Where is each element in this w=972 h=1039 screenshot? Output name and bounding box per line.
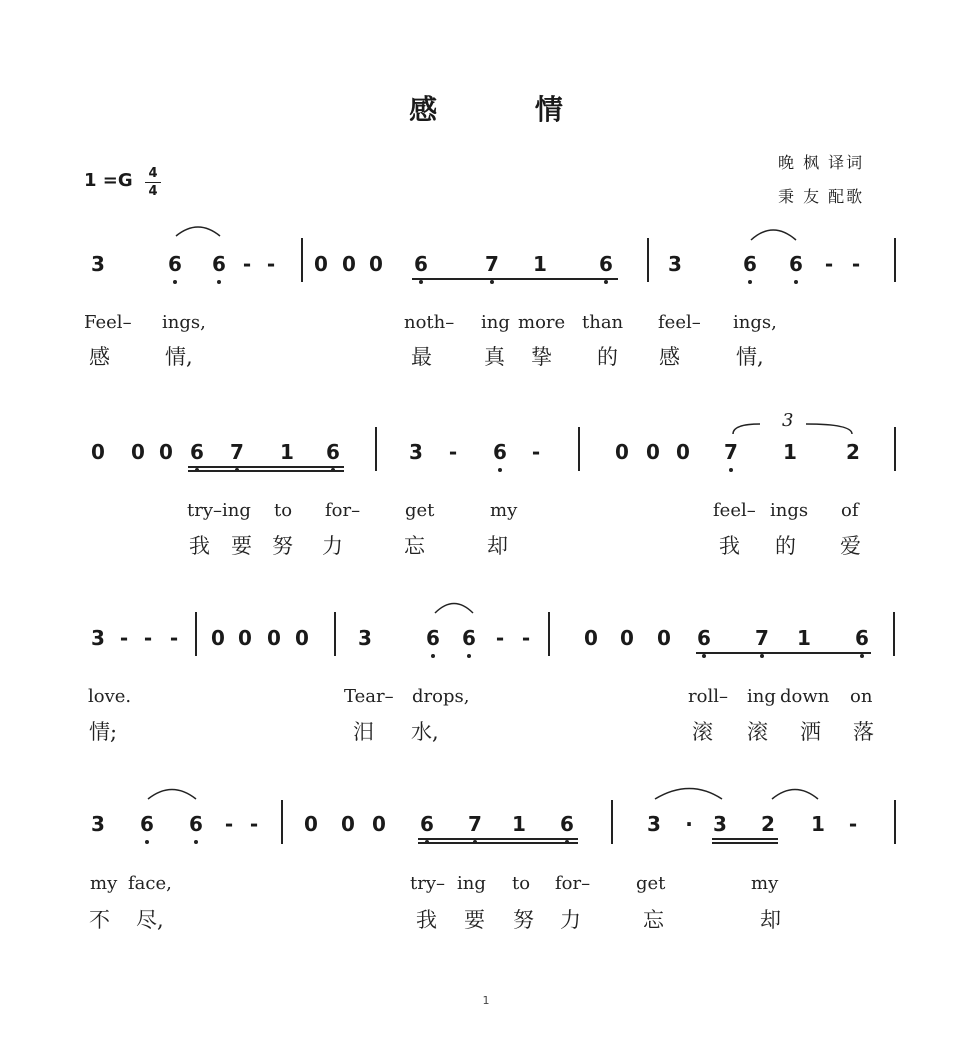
lyric-en: love. <box>88 686 132 707</box>
note: 1 <box>783 440 797 464</box>
note: 6 <box>560 812 574 836</box>
lyric-zh: 我 <box>719 534 740 558</box>
octave-dot <box>467 654 471 658</box>
lyric-en: than <box>582 312 624 333</box>
note: - <box>521 626 531 650</box>
note: - <box>119 626 129 650</box>
bar-line <box>893 612 895 656</box>
beam <box>712 838 778 840</box>
note: 0 <box>584 626 598 650</box>
note: 1 <box>797 626 811 650</box>
lyric-zh: 情; <box>89 720 118 744</box>
note: - <box>824 252 834 276</box>
note: 6 <box>168 252 182 276</box>
time-signature <box>145 166 161 199</box>
lyric-zh: 洒 <box>800 720 821 744</box>
lyric-en: to <box>274 500 293 521</box>
note: 0 <box>314 252 328 276</box>
note: 3 <box>668 252 682 276</box>
octave-dot <box>748 280 752 284</box>
lyric-zh: 忘 <box>404 534 425 558</box>
octave-dot <box>860 654 864 658</box>
slur <box>148 790 196 800</box>
lyric-zh: 要 <box>464 908 485 932</box>
note: 6 <box>743 252 757 276</box>
note: 0 <box>341 812 355 836</box>
note: - <box>848 812 858 836</box>
lyric-zh: 挚 <box>531 345 552 369</box>
lyric-en: my <box>490 500 518 521</box>
lyric-en: more <box>518 312 566 333</box>
tuplet-label: 3 <box>782 410 794 431</box>
lyric-en: for– <box>325 500 361 521</box>
note: 7 <box>724 440 738 464</box>
note: 0 <box>295 626 309 650</box>
note: - <box>531 440 541 464</box>
octave-dot <box>604 280 608 284</box>
octave-dot <box>431 654 435 658</box>
lyric-en: ings, <box>162 312 206 333</box>
note: - <box>266 252 276 276</box>
note: 2 <box>761 812 775 836</box>
note: 6 <box>190 440 204 464</box>
lyric-zh: 努 <box>513 908 534 932</box>
note: - <box>224 812 234 836</box>
lyric-en: to <box>512 873 531 894</box>
slur <box>435 604 473 614</box>
lyric-en: face, <box>128 873 172 894</box>
note: · <box>685 812 693 836</box>
note: 0 <box>372 812 386 836</box>
beam <box>696 652 871 654</box>
octave-dot <box>729 468 733 472</box>
lyric-en: feel– <box>713 500 756 521</box>
note: 6 <box>599 252 613 276</box>
lyric-en: of <box>841 500 859 521</box>
note: 0 <box>676 440 690 464</box>
lyric-en: ing <box>481 312 510 333</box>
note: 6 <box>420 812 434 836</box>
page-number: 1 <box>482 994 490 1007</box>
lyric-zh: 爱 <box>840 534 861 558</box>
note: 1 <box>811 812 825 836</box>
note: 6 <box>212 252 226 276</box>
lyric-en: on <box>850 686 873 707</box>
note: 3 <box>713 812 727 836</box>
lyric-zh: 不 <box>89 908 110 932</box>
page-title: 感 情 <box>409 93 607 126</box>
lyric-zh: 情, <box>736 345 764 369</box>
octave-dot <box>419 280 423 284</box>
lyric-zh: 我 <box>189 534 210 558</box>
lyric-zh: 真 <box>484 345 505 369</box>
note: 3 <box>91 626 105 650</box>
note: 7 <box>485 252 499 276</box>
note: - <box>249 812 259 836</box>
lyric-zh: 的 <box>775 534 796 558</box>
beam <box>712 842 778 844</box>
octave-dot <box>794 280 798 284</box>
bar-line <box>611 800 613 844</box>
lyric-en: my <box>90 873 118 894</box>
note: - <box>448 440 458 464</box>
note: 6 <box>462 626 476 650</box>
note: - <box>169 626 179 650</box>
lyric-zh: 落 <box>853 720 874 744</box>
bar-line <box>281 800 283 844</box>
lyric-en: get <box>405 500 435 521</box>
octave-dot <box>173 280 177 284</box>
lyric-zh: 我 <box>416 908 437 932</box>
lyric-zh: 最 <box>411 345 432 369</box>
beam <box>418 838 578 840</box>
note: 1 <box>533 252 547 276</box>
note: 6 <box>855 626 869 650</box>
lyric-zh: 力 <box>560 908 581 932</box>
octave-dot <box>760 654 764 658</box>
note: 0 <box>159 440 173 464</box>
lyric-en: for– <box>555 873 591 894</box>
bar-line <box>578 427 580 471</box>
note: 0 <box>369 252 383 276</box>
slur <box>655 789 722 800</box>
note: 2 <box>846 440 860 464</box>
lyric-zh: 要 <box>231 534 252 558</box>
note: 0 <box>657 626 671 650</box>
lyric-en: down <box>780 686 830 707</box>
note: 3 <box>409 440 423 464</box>
lyric-zh: 忘 <box>643 908 664 932</box>
note: 7 <box>468 812 482 836</box>
beam <box>412 278 618 280</box>
slur <box>751 230 796 240</box>
lyric-en: try– <box>410 873 446 894</box>
note: 3 <box>647 812 661 836</box>
lyric-zh: 感 <box>89 345 110 369</box>
octave-dot <box>194 840 198 844</box>
note: 0 <box>211 626 225 650</box>
note: 1 <box>512 812 526 836</box>
note: 7 <box>755 626 769 650</box>
tuplet-bracket <box>733 424 760 434</box>
note: 3 <box>91 252 105 276</box>
lyric-zh: 滚 <box>692 720 713 744</box>
lyric-zh: 汨 <box>353 720 374 744</box>
lyric-en: try–ing <box>187 500 251 521</box>
note: - <box>143 626 153 650</box>
lyric-en: my <box>751 873 779 894</box>
note: - <box>242 252 252 276</box>
note: 6 <box>189 812 203 836</box>
lyric-zh: 情, <box>165 345 193 369</box>
bar-line <box>195 612 197 656</box>
note: 3 <box>358 626 372 650</box>
bar-line <box>894 238 896 282</box>
octave-dot <box>217 280 221 284</box>
slur <box>772 790 818 800</box>
note: 7 <box>230 440 244 464</box>
lyric-en: ings, <box>733 312 777 333</box>
lyric-zh: 力 <box>322 534 343 558</box>
beam <box>418 842 578 844</box>
beam <box>188 470 344 472</box>
note: - <box>495 626 505 650</box>
note: 6 <box>789 252 803 276</box>
slur <box>176 227 220 236</box>
note: 6 <box>426 626 440 650</box>
lyric-zh: 水, <box>411 720 439 744</box>
beam <box>188 466 344 468</box>
lyric-en: roll– <box>688 686 728 707</box>
time-signature-top: 4 <box>148 166 158 181</box>
lyric-en: get <box>636 873 666 894</box>
note: - <box>851 252 861 276</box>
arranger-credit: 秉 友 配歌 <box>778 187 865 206</box>
note: 6 <box>326 440 340 464</box>
lyric-en: feel– <box>658 312 701 333</box>
lyric-zh: 却 <box>760 908 781 932</box>
note: 0 <box>646 440 660 464</box>
octave-dot <box>490 280 494 284</box>
lyric-zh: 努 <box>272 534 293 558</box>
lyric-en: noth– <box>404 312 455 333</box>
lyric-en: drops, <box>412 686 470 707</box>
tuplet-bracket <box>806 424 852 434</box>
note: 3 <box>91 812 105 836</box>
bar-line <box>301 238 303 282</box>
bar-line <box>894 800 896 844</box>
lyric-en: Tear– <box>344 686 394 707</box>
note: 0 <box>267 626 281 650</box>
lyric-zh: 尽, <box>136 908 164 932</box>
note: 0 <box>91 440 105 464</box>
bar-line <box>647 238 649 282</box>
note: 0 <box>342 252 356 276</box>
lyric-zh: 的 <box>597 345 618 369</box>
note: 0 <box>615 440 629 464</box>
key-signature: 1 =G <box>84 170 133 191</box>
lyric-zh: 感 <box>659 345 680 369</box>
bar-line <box>375 427 377 471</box>
note: 0 <box>304 812 318 836</box>
lyricist-credit: 晚 枫 译词 <box>778 153 865 172</box>
bar-line <box>334 612 336 656</box>
note: 6 <box>140 812 154 836</box>
note: 0 <box>238 626 252 650</box>
bar-line <box>894 427 896 471</box>
bar-line <box>548 612 550 656</box>
time-signature-bottom: 4 <box>148 184 158 199</box>
note: 6 <box>493 440 507 464</box>
note: 0 <box>620 626 634 650</box>
lyric-en: Feel– <box>84 312 132 333</box>
octave-dot <box>498 468 502 472</box>
lyric-en: ing <box>457 873 486 894</box>
note: 6 <box>697 626 711 650</box>
note: 0 <box>131 440 145 464</box>
octave-dot <box>702 654 706 658</box>
note: 1 <box>280 440 294 464</box>
lyric-en: ings <box>770 500 809 521</box>
lyric-en: ing <box>747 686 776 707</box>
lyric-zh: 滚 <box>747 720 768 744</box>
lyric-zh: 却 <box>487 534 508 558</box>
octave-dot <box>145 840 149 844</box>
note: 6 <box>414 252 428 276</box>
